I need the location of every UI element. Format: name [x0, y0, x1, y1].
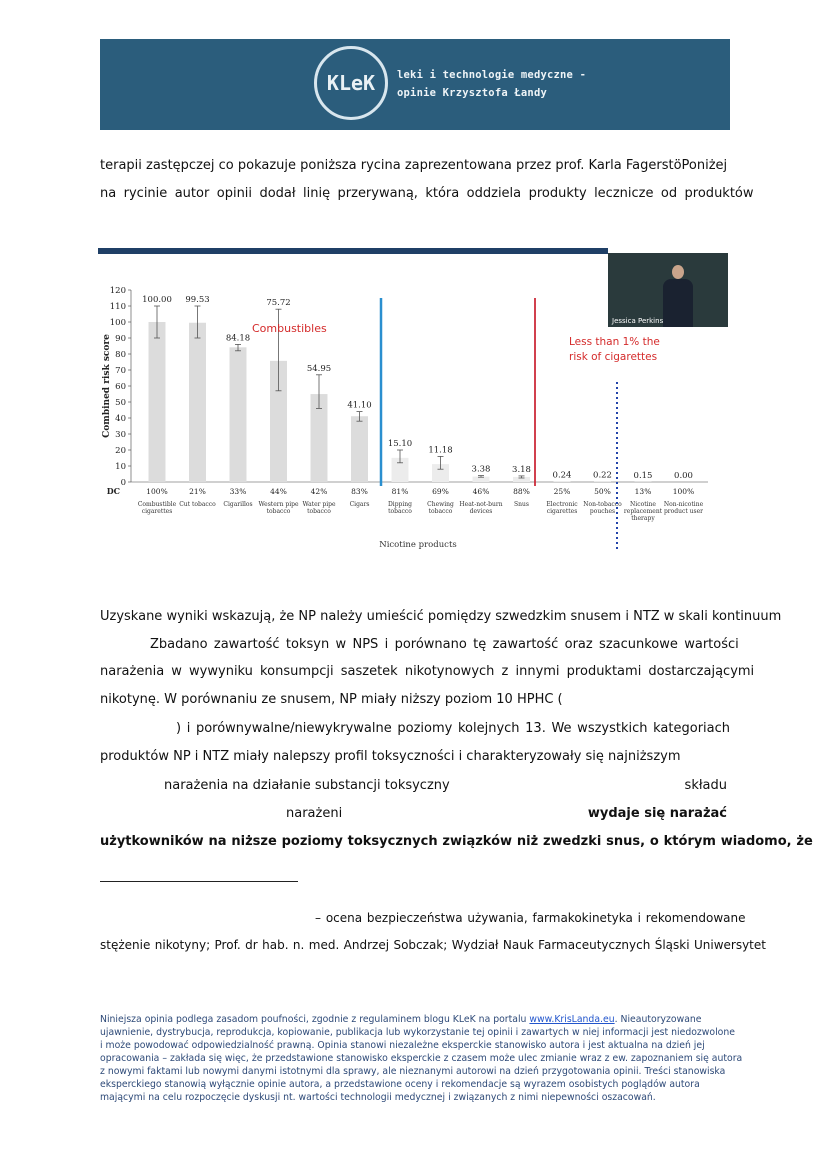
x-tick-label: Non-nicotine	[663, 501, 704, 508]
x-tick-label: tobacco	[428, 508, 453, 515]
paragraph-line	[286, 806, 727, 822]
combustibles-annotation: Combustibles	[252, 322, 327, 335]
text-segment: wydaje się narażać	[587, 806, 727, 821]
footnote-separator	[100, 881, 298, 882]
dc-value: 25%	[553, 487, 571, 496]
x-tick-label: Non-tobacco	[583, 501, 622, 508]
x-tick-label: Cigars	[349, 501, 370, 508]
x-tick-label: Cut tobacco	[179, 501, 216, 508]
y-tick-label: 100	[109, 318, 126, 328]
data-label: 3.38	[471, 464, 491, 475]
x-tick-label: Cigarillos	[223, 501, 253, 508]
dc-value: 83%	[351, 487, 368, 496]
data-label: 100.00	[142, 295, 172, 305]
footer-text: Niniejsza opinia podlega zasadom poufności, zgodnie z regulaminem blogu KLeK na portalu	[100, 1014, 530, 1025]
y-tick-label: 90	[115, 334, 126, 344]
data-label: 0.15	[633, 470, 653, 481]
paragraph-line: narażenia w wywyniku konsumpcji saszetek nikotynowych z innymi produktami dostarczającymi	[100, 664, 755, 679]
dc-value: 33%	[229, 487, 247, 496]
y-tick-label: 20	[115, 446, 126, 456]
x-tick-label: devices	[469, 508, 493, 515]
paragraph-line: na rycinie autor opinii dodał linię przerywaną, która oddziela produkty lecznicze od produktów	[100, 186, 754, 201]
y-tick-label: 30	[115, 430, 126, 440]
x-tick-label: Heat-not-burn	[459, 501, 503, 508]
speaker-head	[672, 265, 684, 279]
x-tick-label: tobacco	[266, 508, 291, 515]
dc-value: 13%	[634, 487, 652, 496]
x-tick-label: Snus	[514, 501, 529, 508]
data-label: 41.10	[347, 400, 372, 411]
x-tick-label: Water pipe	[302, 501, 336, 508]
dc-value: 50%	[594, 487, 611, 496]
chart-bar	[149, 322, 166, 482]
chart-bar	[230, 347, 247, 482]
footer-line: mającymi na celu rozpoczęcie dyskusji nt. wartości technologii medycznej i związanych z nimi niepewności oszacowań.	[100, 1092, 656, 1103]
data-label: 0.00	[674, 471, 693, 481]
x-axis-label: Nicotine products	[379, 540, 457, 550]
paragraph-line: Zbadano zawartość toksyn w NPS i porównano tę zawartość oraz szacunkowe wartości	[150, 637, 739, 652]
data-label: 11.18	[428, 445, 453, 456]
header-tagline: leki i technologie medyczne -	[397, 69, 587, 81]
risk-chart	[98, 248, 728, 554]
y-tick-label: 120	[109, 286, 126, 296]
footer-line: i może powodować odpowiedzialność prawną. Opinia stanowi niezależne eksperckie stanowisko autora i jest aktualna na dzień jej	[100, 1040, 705, 1051]
data-label: 99.53	[185, 295, 210, 305]
paragraph-line: ) i porównywalne/niewykrywalne poziomy kolejnych 13. We wszystkich kategoriach	[176, 721, 731, 736]
footer-line: ujawnienie, dystrybucja, reprodukcja, kopiowanie, publikacja lub wykorzystanie tej opinii i zawartych w niej informacji jest niedozwolone	[100, 1027, 735, 1038]
dc-value: 44%	[270, 487, 287, 496]
x-tick-label: Dipping	[387, 501, 413, 508]
dc-label: DC	[106, 486, 120, 496]
x-tick-label: Western pipe	[258, 501, 299, 508]
data-label: 75.72	[266, 298, 291, 309]
x-tick-label: Nicotine	[630, 501, 656, 508]
text-segment: Poniżej	[681, 158, 728, 173]
text-segment: narażenia na działanie substancji toksyczny	[164, 778, 450, 793]
y-tick-label: 50	[115, 398, 126, 408]
y-tick-label: 70	[115, 366, 126, 376]
low-risk-annotation: risk of cigarettes	[569, 351, 658, 363]
footer-line: z nowymi faktami lub nowymi danymi istotnymi dla sprawy, ale nieznanymi autorowi na dzień przygotowania opinii. Treści stanowiska	[100, 1066, 726, 1077]
x-tick-label: Combustible	[137, 501, 177, 508]
paragraph-line: nikotynę. W porównaniu ze snusem, NP miały niższy poziom 10 HPHC (	[100, 692, 563, 707]
paragraph-line: Uzyskane wyniki wskazują, że NP należy umieścić pomiędzy szwedzkim snusem i NTZ w skali kontinuum	[100, 609, 782, 624]
confidentiality-footer	[100, 1013, 743, 1104]
x-tick-label: replacement	[623, 508, 663, 515]
data-label: 0.22	[593, 470, 612, 481]
dc-value: 21%	[189, 487, 206, 496]
chart-top-band	[98, 248, 608, 254]
paragraph-line	[100, 158, 727, 174]
y-tick-label: 10	[115, 462, 126, 472]
text-segment: terapii zastępczej co pokazuje poniższa rycina zaprezentowana przez prof. Karla Fagerstö	[100, 158, 682, 173]
y-tick-label: 110	[109, 302, 126, 312]
x-tick-label: product user	[663, 508, 704, 515]
text-segment: narażeni	[286, 806, 343, 821]
data-label: 54.95	[306, 363, 332, 374]
footer-text: . Nieautoryzowane	[614, 1014, 702, 1025]
speaker-video	[608, 253, 728, 327]
x-tick-label: therapy	[631, 515, 655, 522]
y-tick-label: 80	[115, 350, 126, 360]
dc-value: 46%	[472, 487, 490, 496]
y-tick-label: 0	[120, 478, 126, 488]
footnote-line: stężenie nikotyny; Prof. dr hab. n. med. Andrzej Sobczak; Wydział Nauk Farmaceutycznych Śląski Uniwersytet	[100, 938, 766, 952]
text-segment: składu	[684, 778, 727, 793]
logo-text: KLeK	[326, 71, 376, 95]
data-label: 84.18	[225, 333, 251, 344]
speaker-body	[663, 279, 693, 327]
y-tick-label: 40	[115, 414, 126, 424]
data-label: 0.24	[552, 470, 572, 481]
header-banner	[100, 39, 730, 130]
website-link[interactable]: www.KrisLanda.eu	[529, 1014, 615, 1025]
chart-bar	[351, 416, 368, 482]
y-axis-label: Combined risk score	[102, 334, 112, 438]
footer-line: eksperckiego stanowią wyłącznie opinie autora, a przedstawione oceny i rekomendacje są wyrazem osobistych poglądów autora	[100, 1079, 700, 1090]
paragraph-line	[164, 778, 727, 794]
chart-bar	[189, 323, 206, 482]
x-tick-label: tobacco	[388, 508, 412, 515]
x-tick-label: cigarettes	[141, 508, 173, 515]
dc-value: 81%	[391, 487, 409, 496]
x-tick-label: tobacco	[307, 508, 331, 515]
dc-value: 42%	[310, 487, 328, 496]
footer-line: opracowania – zakłada się więc, że przedstawione stanowisko eksperckie z czasem może ulec zmianie wraz z ew. zapoznaniem się autora	[100, 1053, 743, 1064]
header-author: opinie Krzysztofa Łandy	[397, 87, 547, 99]
dc-value: 88%	[513, 487, 530, 496]
x-tick-label: pouches	[589, 508, 616, 515]
klek-logo	[314, 46, 388, 120]
speaker-name: Jessica Perkins	[612, 317, 664, 325]
paragraph-line: produktów NP i NTZ miały nalepszy profil toksyczności i charakteryzowały się najniższym	[100, 749, 681, 764]
data-label: 3.18	[512, 464, 531, 475]
paragraph-line: użytkowników na niższe poziomy toksycznych związków niż zwedzki snus, o którym wiadomo, że	[100, 834, 813, 849]
dc-value: 100%	[146, 487, 168, 496]
footer-line	[100, 1013, 730, 1026]
x-tick-label: Chewing	[427, 501, 454, 508]
x-tick-label: Electronic	[546, 501, 578, 508]
footnote-line: – ocena bezpieczeństwa używania, farmakokinetyka i rekomendowane	[315, 911, 746, 925]
x-tick-label: cigarettes	[546, 508, 578, 515]
low-risk-annotation: Less than 1% the	[569, 336, 660, 348]
data-label: 15.10	[387, 439, 413, 449]
dc-value: 100%	[672, 487, 695, 496]
dc-value: 69%	[432, 487, 449, 496]
y-tick-label: 60	[115, 382, 126, 392]
